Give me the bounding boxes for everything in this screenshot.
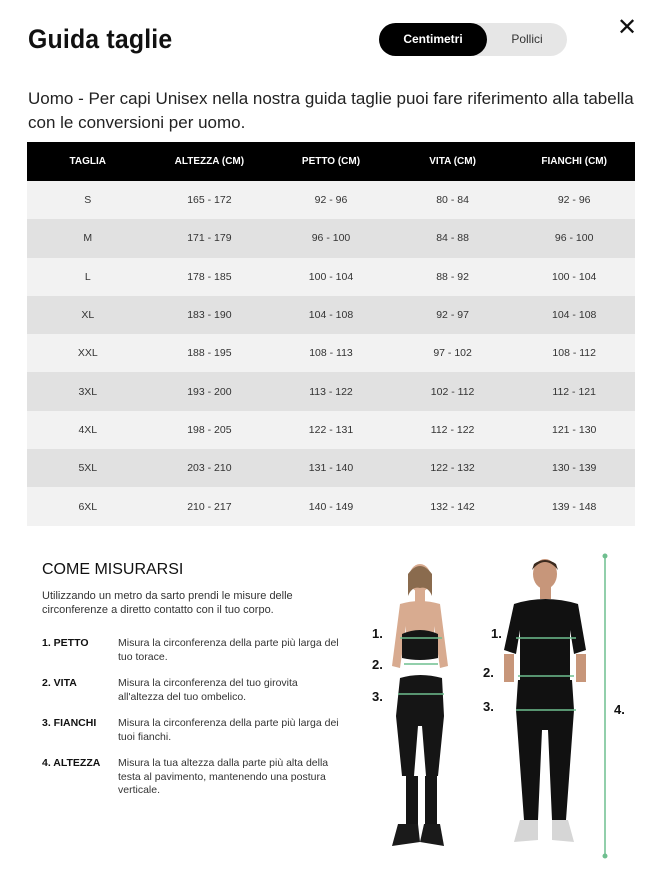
- table-cell: 193 - 200: [149, 372, 271, 410]
- table-row: [27, 296, 635, 334]
- step-label: 4. ALTEZZA: [42, 757, 101, 769]
- table-cell: S: [27, 181, 149, 219]
- unit-toggle[interactable]: [379, 23, 567, 56]
- toggle-pollici[interactable]: Pollici: [511, 32, 543, 46]
- table-cell: 188 - 195: [149, 334, 271, 372]
- table-cell: 96 - 100: [513, 219, 635, 257]
- table-cell: 92 - 96: [270, 181, 392, 219]
- table-cell: 100 - 104: [270, 258, 392, 296]
- table-cell: 113 - 122: [270, 372, 392, 410]
- table-row: [27, 181, 635, 219]
- table-cell: 100 - 104: [513, 258, 635, 296]
- table-cell: 3XL: [27, 372, 149, 410]
- label-4-height: 4.: [614, 702, 625, 717]
- table-cell: 104 - 108: [270, 296, 392, 334]
- table-cell: M: [27, 219, 149, 257]
- table-cell: 139 - 148: [513, 487, 635, 525]
- female-figure: [392, 564, 448, 846]
- table-row: [27, 449, 635, 487]
- size-table: [27, 142, 635, 526]
- male-model-illustration: [492, 550, 602, 862]
- table-cell: 183 - 190: [149, 296, 271, 334]
- table-cell: 130 - 139: [513, 449, 635, 487]
- table-cell: 203 - 210: [149, 449, 271, 487]
- how-to-measure-description: Utilizzando un metro da sarto prendi le misure delle circonferenze a diretto contatto con il tuo corpo.: [42, 590, 293, 616]
- how-to-measure-title: COME MISURARSI: [42, 561, 184, 578]
- table-row: [27, 411, 635, 449]
- table-cell: 80 - 84: [392, 181, 514, 219]
- label-1-female: 1.: [372, 626, 383, 641]
- table-cell: 121 - 130: [513, 411, 635, 449]
- table-cell: 210 - 217: [149, 487, 271, 525]
- male-figure: [504, 559, 586, 842]
- intro-text: Uomo - Per capi Unisex nella nostra guida taglie puoi fare riferimento alla tabella con le conversioni per uomo.: [28, 89, 634, 132]
- table-row: [27, 334, 635, 372]
- label-3-female: 3.: [372, 689, 383, 704]
- col-header: ALTEZZA (CM): [149, 142, 271, 181]
- close-icon[interactable]: ✕: [616, 14, 638, 41]
- table-cell: 112 - 121: [513, 372, 635, 410]
- step-label: 3. FIANCHI: [42, 717, 97, 729]
- table-cell: 108 - 112: [513, 334, 635, 372]
- table-cell: 198 - 205: [149, 411, 271, 449]
- table-cell: 122 - 132: [392, 449, 514, 487]
- female-model-illustration: [362, 556, 482, 861]
- step-label: 1. PETTO: [42, 637, 89, 649]
- table-header-row: [27, 142, 635, 181]
- col-header: TAGLIA: [27, 142, 149, 181]
- table-cell: 108 - 113: [270, 334, 392, 372]
- step-text: Misura la tua altezza dalla parte più alta della testa al pavimento, mantenendo una postura verticale.: [118, 757, 329, 796]
- table-cell: L: [27, 258, 149, 296]
- table-cell: 112 - 122: [392, 411, 514, 449]
- table-cell: 97 - 102: [392, 334, 514, 372]
- table-cell: 92 - 97: [392, 296, 514, 334]
- table-cell: 88 - 92: [392, 258, 514, 296]
- step-text: Misura la circonferenza del tuo girovita all'altezza del tuo ombelico.: [118, 677, 298, 703]
- table-row: [27, 258, 635, 296]
- table-cell: 171 - 179: [149, 219, 271, 257]
- table-cell: 122 - 131: [270, 411, 392, 449]
- step-text: Misura la circonferenza della parte più larga del tuo torace.: [118, 637, 339, 663]
- table-cell: 140 - 149: [270, 487, 392, 525]
- table-cell: XL: [27, 296, 149, 334]
- table-cell: 104 - 108: [513, 296, 635, 334]
- table-cell: 6XL: [27, 487, 149, 525]
- col-header: VITA (CM): [392, 142, 514, 181]
- table-row: [27, 487, 635, 525]
- table-cell: 96 - 100: [270, 219, 392, 257]
- label-1-male: 1.: [491, 626, 502, 641]
- col-header: PETTO (CM): [270, 142, 392, 181]
- table-cell: 4XL: [27, 411, 149, 449]
- table-cell: 131 - 140: [270, 449, 392, 487]
- table-cell: 132 - 142: [392, 487, 514, 525]
- table-cell: 84 - 88: [392, 219, 514, 257]
- table-row: [27, 219, 635, 257]
- label-2-male: 2.: [483, 665, 494, 680]
- col-header: FIANCHI (CM): [513, 142, 635, 181]
- table-cell: 5XL: [27, 449, 149, 487]
- step-label: 2. VITA: [42, 677, 77, 689]
- table-cell: 178 - 185: [149, 258, 271, 296]
- toggle-centimetri[interactable]: Centimetri: [379, 23, 487, 56]
- height-measure-bar: [598, 552, 612, 862]
- label-3-male: 3.: [483, 699, 494, 714]
- table-cell: 102 - 112: [392, 372, 514, 410]
- table-cell: XXL: [27, 334, 149, 372]
- label-2-female: 2.: [372, 657, 383, 672]
- step-text: Misura la circonferenza della parte più larga dei tuoi fianchi.: [118, 717, 339, 743]
- table-cell: 92 - 96: [513, 181, 635, 219]
- page-title: Guida taglie: [28, 24, 173, 54]
- table-row: [27, 372, 635, 410]
- table-cell: 165 - 172: [149, 181, 271, 219]
